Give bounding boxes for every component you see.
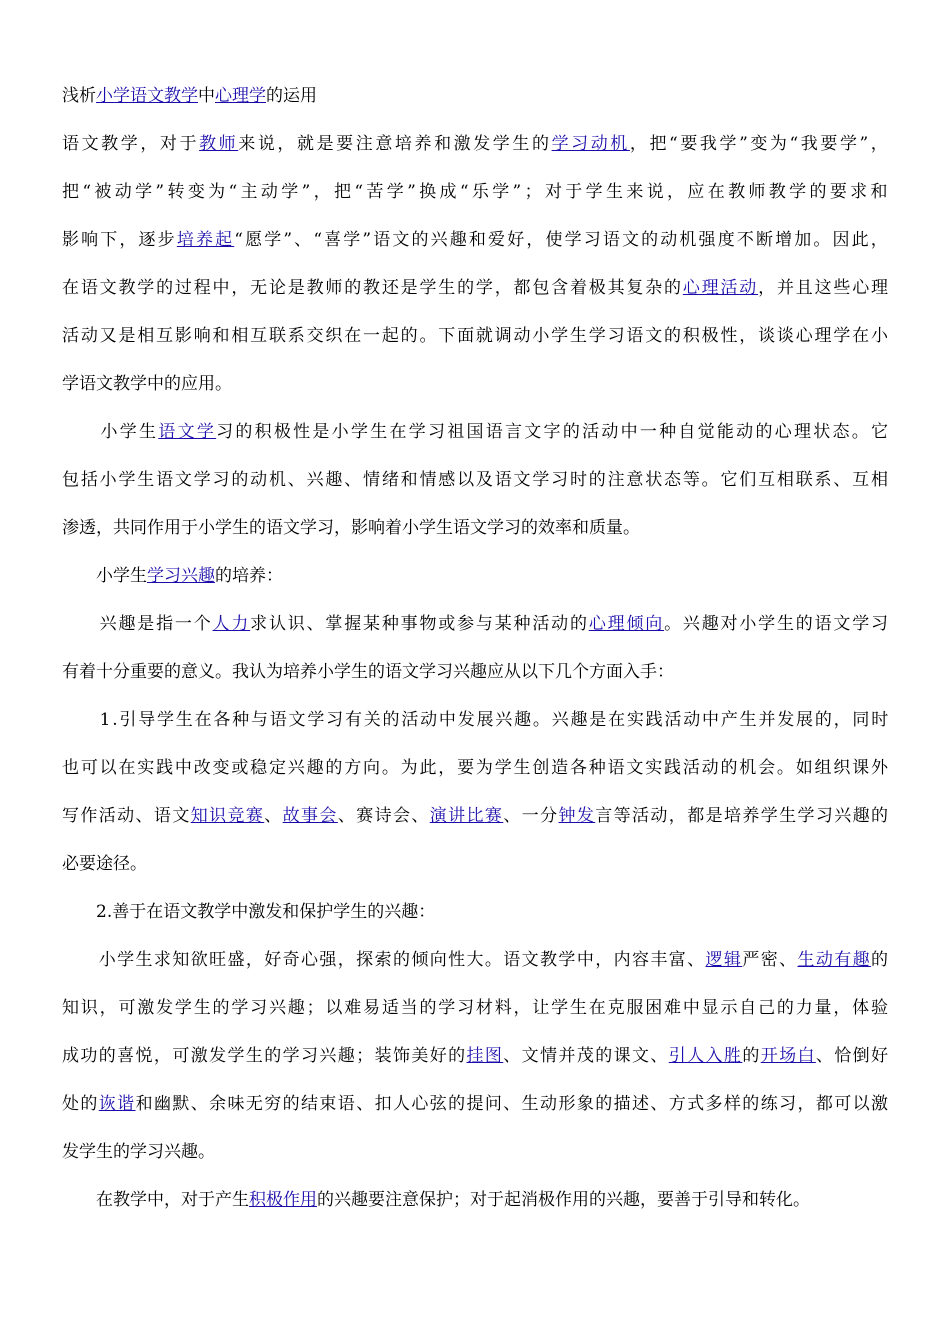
text-line xyxy=(62,948,889,972)
hyperlink[interactable]: 开场白 xyxy=(760,1046,816,1066)
text-span: 处的 xyxy=(62,1094,99,1114)
text-line xyxy=(62,468,890,492)
hyperlink[interactable]: 培养起 xyxy=(176,230,235,250)
text-span: 语文教学，对于 xyxy=(62,134,200,154)
text-span: 有着十分重要的意义。我认为培养小学生的语文学习兴趣应从以下几个方面入手： xyxy=(62,662,674,682)
text-span: 、赛诗会、 xyxy=(337,806,430,826)
text-line xyxy=(62,804,889,828)
text-span: 知识，可激发学生的学习兴趣；以难易适当的学习材料，让学生在克服困难中显示自己的力量，体验 xyxy=(62,998,890,1018)
text-span: 言等活动，都是培养学生学习兴趣的 xyxy=(595,806,890,826)
text-line xyxy=(62,228,890,252)
text-line xyxy=(62,420,890,444)
hyperlink[interactable]: 挂图 xyxy=(466,1046,504,1066)
text-span: 严密、 xyxy=(742,950,798,970)
text-span: 小学生 xyxy=(62,422,159,442)
hyperlink[interactable]: 钟发 xyxy=(558,806,596,826)
text-span: 包括小学生语文学习的动机、兴趣、情绪和情感以及语文学习时的注意状态等。它们互相联系、互相 xyxy=(62,470,890,490)
text-span: “愿学”、“喜学”语文的兴趣和爱好，使学习语文的动机强度不断增加。因此， xyxy=(234,230,890,250)
text-span: 必要途径。 xyxy=(62,854,147,874)
text-span: 求认识、掌握某种事物或参与某种活动的 xyxy=(250,614,589,634)
text-span: 、 xyxy=(264,806,283,826)
text-span: 小学生求知欲旺盛，好奇心强，探索的倾向性大。语文教学中，内容丰富、 xyxy=(62,950,706,970)
text-span: 2.善于在语文教学中激发和保护学生的兴趣： xyxy=(62,902,436,922)
text-span: 写作活动、语文 xyxy=(62,806,191,826)
text-span: 也可以在实践中改变或稳定兴趣的方向。为此，要为学生创造各种语文实践活动的机会。如组织课外 xyxy=(62,758,890,778)
text-line xyxy=(62,564,283,588)
text-span: 浅析 xyxy=(62,86,96,106)
text-line xyxy=(62,756,890,780)
hyperlink[interactable]: 诙谐 xyxy=(98,1094,136,1114)
text-span: 的培养： xyxy=(215,566,283,586)
text-span: 、一分 xyxy=(503,806,559,826)
text-span: 渗透，共同作用于小学生的语文学习，影响着小学生语文学习的效率和质量。 xyxy=(62,518,640,538)
hyperlink[interactable]: 人力 xyxy=(212,614,251,634)
hyperlink[interactable]: 学习兴趣 xyxy=(147,566,215,586)
hyperlink[interactable]: 小学语文教学 xyxy=(96,86,198,106)
text-line xyxy=(62,612,890,636)
text-line xyxy=(62,324,890,348)
text-span: ，把“要我学”变为“我要学”， xyxy=(629,134,891,154)
text-span: 小学生 xyxy=(62,566,147,586)
text-span: 1.引导学生在各种与语文学习有关的活动中发展兴趣。兴趣是在实践活动中产生并发展的，同时 xyxy=(62,710,891,730)
text-line xyxy=(62,180,891,204)
text-span: 和幽默、余味无穷的结束语、扣人心弦的提问、生动形象的描述、方式多样的练习，都可以激 xyxy=(135,1094,890,1114)
hyperlink[interactable]: 演讲比赛 xyxy=(429,806,504,826)
hyperlink[interactable]: 知识竞赛 xyxy=(190,806,265,826)
text-span: 来说，就是要注意培养和激发学生的 xyxy=(238,134,552,154)
text-span: 中 xyxy=(198,86,215,106)
text-span: ，并且这些心理 xyxy=(758,278,890,298)
text-span: 习的积极性是小学生在学习祖国语言文字的活动中一种自觉能动的心理状态。它 xyxy=(216,422,891,442)
text-line xyxy=(62,996,890,1020)
text-span: 把“被动学”转变为“主动学”，把“苦学”换成“乐学”；对于学生来说，应在教师教学的要求和 xyxy=(62,182,891,202)
hyperlink[interactable]: 引人入胜 xyxy=(668,1046,743,1066)
text-line xyxy=(62,132,890,156)
text-span: 活动又是相互影响和相互联系交织在一起的。下面就调动小学生学习语文的积极性，谈谈心理学在小 xyxy=(62,326,890,346)
text-span: 发学生的学习兴趣。 xyxy=(62,1142,215,1162)
text-span: 。兴趣对小学生的语文学习 xyxy=(664,614,890,634)
text-span: 的运用 xyxy=(266,86,317,106)
hyperlink[interactable]: 语文学 xyxy=(158,422,217,442)
text-span: 在语文教学的过程中，无论是教师的教还是学生的学，都包含着极其复杂的 xyxy=(62,278,683,298)
hyperlink[interactable]: 积极作用 xyxy=(249,1190,317,1210)
text-line xyxy=(62,1140,215,1164)
text-span: 兴趣是指一个 xyxy=(62,614,213,634)
hyperlink[interactable]: 教师 xyxy=(199,134,239,154)
text-span: 的 xyxy=(871,950,890,970)
hyperlink[interactable]: 心理倾向 xyxy=(588,614,665,634)
hyperlink[interactable]: 故事会 xyxy=(282,806,338,826)
text-span: 的 xyxy=(742,1046,761,1066)
hyperlink[interactable]: 生动有趣 xyxy=(797,950,872,970)
document-title xyxy=(62,84,317,108)
text-span: 影响下，逐步 xyxy=(62,230,177,250)
text-line xyxy=(62,1044,889,1068)
hyperlink[interactable]: 学习动机 xyxy=(551,134,630,154)
hyperlink[interactable]: 心理活动 xyxy=(682,278,759,298)
hyperlink[interactable]: 心理学 xyxy=(215,86,266,106)
text-line xyxy=(62,900,435,924)
text-line xyxy=(62,1188,810,1212)
text-span: 成功的喜悦，可激发学生的学习兴趣；装饰美好的 xyxy=(62,1046,467,1066)
text-span: 、文情并茂的课文、 xyxy=(503,1046,669,1066)
text-line xyxy=(62,660,674,684)
text-line xyxy=(62,516,640,540)
text-line xyxy=(62,708,890,732)
text-span: 学语文教学中的应用。 xyxy=(62,374,232,394)
text-span: 的兴趣要注意保护；对于起消极作用的兴趣，要善于引导和转化。 xyxy=(317,1190,810,1210)
text-span: 在教学中，对于产生 xyxy=(62,1190,249,1210)
text-line xyxy=(62,1092,889,1116)
text-span: 、恰倒好 xyxy=(815,1046,890,1066)
text-line xyxy=(62,372,232,396)
text-line xyxy=(62,276,890,300)
text-line xyxy=(62,852,147,876)
hyperlink[interactable]: 逻辑 xyxy=(705,950,743,970)
